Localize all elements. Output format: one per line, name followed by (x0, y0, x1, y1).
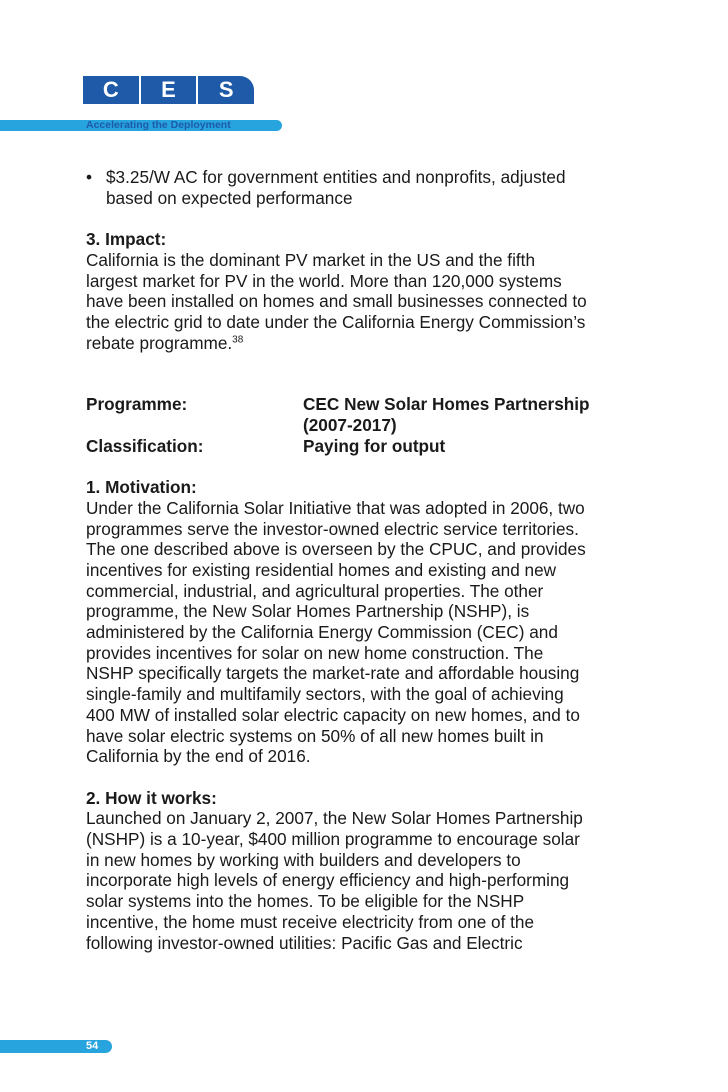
impact-heading: 3. Impact: (86, 229, 167, 250)
motivation-line: administered by the California Energy Commission (CEC) and (86, 622, 558, 643)
logo-letter-s: S (198, 76, 254, 104)
how-it-works-line: incentive, the home must receive electricity from one of the (86, 911, 535, 932)
classification-row (86, 436, 636, 457)
motivation-line: California by the end of 2016. (86, 746, 311, 767)
motivation-line: provides incentives for solar on new home construction. The (86, 642, 544, 663)
page-number: 54 (86, 1040, 99, 1052)
ces-logo (83, 76, 254, 104)
impact-line (86, 333, 636, 354)
programme-value-line: (2007-2017) (303, 415, 397, 436)
impact-line: California is the dominant PV market in the US and the fifth (86, 249, 536, 270)
impact-line: have been installed on homes and small businesses connected to (86, 291, 587, 312)
bullet-icon: • (86, 167, 93, 187)
motivation-heading: 1. Motivation: (86, 477, 197, 498)
motivation-line: single-family and multifamily sectors, with the goal of achieving (86, 684, 564, 705)
how-it-works-line: incorporate high levels of energy efficiency and high-performing (86, 870, 570, 891)
how-it-works-section (86, 788, 636, 954)
bullet-line: $3.25/W AC for government entities and nonprofits, adjusted (106, 167, 566, 187)
motivation-line: The one described above is overseen by the CPUC, and provides (86, 539, 586, 560)
header-tagline: Accelerating the Deployment (86, 119, 231, 131)
programme-value (303, 394, 636, 435)
how-it-works-line: in new homes by working with builders and developers to (86, 849, 521, 870)
footnote-ref: 38 (232, 333, 244, 345)
programme-row (86, 394, 636, 435)
how-it-works-line: solar systems into the homes. To be eligible for the NSHP (86, 891, 525, 912)
impact-section (86, 229, 636, 353)
how-it-works-line: following investor-owned utilities: Pacific Gas and Electric (86, 932, 523, 953)
page-content (86, 167, 636, 953)
motivation-line: NSHP specifically targets the market-rate and affordable housing (86, 663, 580, 684)
motivation-line: programmes serve the investor-owned electric service territories. (86, 518, 579, 539)
logo-letter-e: E (141, 76, 199, 104)
bullet-line: based on expected performance (106, 187, 353, 208)
programme-value-line: CEC New Solar Homes Partnership (303, 394, 590, 415)
motivation-line: programme, the New Solar Homes Partnership (NSHP), is (86, 601, 530, 622)
motivation-line: Under the California Solar Initiative that was adopted in 2006, two (86, 497, 585, 518)
how-it-works-line: Launched on January 2, 2007, the New Solar Homes Partnership (86, 808, 583, 829)
motivation-section (86, 477, 636, 767)
bullet-item (86, 167, 636, 208)
how-it-works-heading: 2. How it works: (86, 787, 217, 808)
programme-label: Programme: (86, 394, 188, 415)
classification-label: Classification: (86, 435, 204, 456)
impact-line: largest market for PV in the world. More than 120,000 systems (86, 270, 562, 291)
programme-block (86, 394, 636, 456)
impact-line: the electric grid to date under the California Energy Commission’s (86, 311, 586, 332)
motivation-line: commercial, industrial, and agricultural properties. The other (86, 580, 544, 601)
impact-last-line: rebate programme. (86, 332, 233, 353)
classification-value: Paying for output (303, 435, 446, 456)
motivation-line: 400 MW of installed solar electric capacity on new homes, and to (86, 704, 580, 725)
how-it-works-line: (NSHP) is a 10-year, $400 million programme to encourage solar (86, 829, 580, 850)
motivation-line: have solar electric systems on 50% of all new homes built in (86, 725, 544, 746)
motivation-line: incentives for existing residential homes and existing and new (86, 559, 557, 580)
logo-letter-c: C (83, 76, 141, 104)
